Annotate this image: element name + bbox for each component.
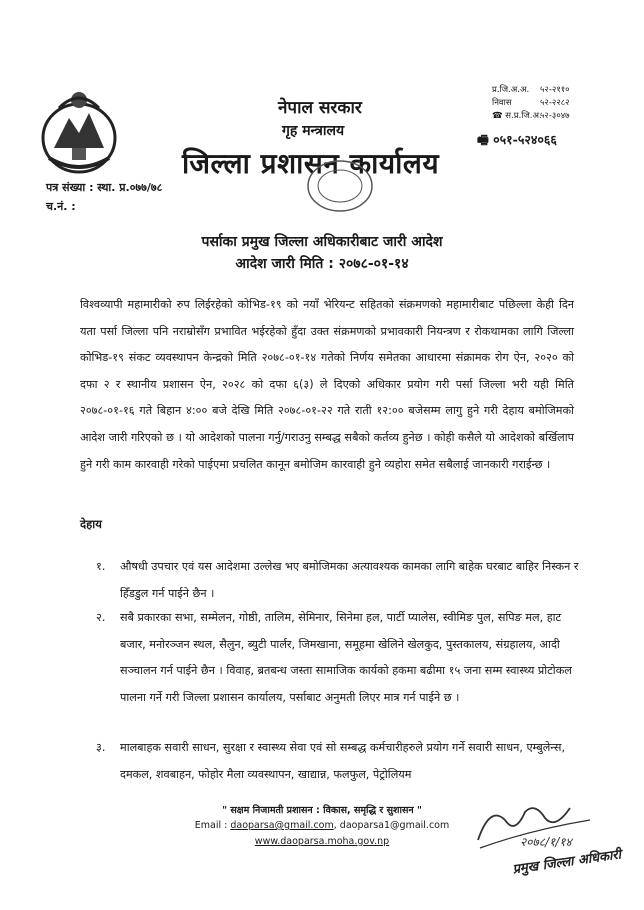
email-label: Email : (194, 820, 228, 831)
email-link[interactable]: daoparsa@gmail.com (230, 820, 334, 831)
contact-value: ५२-२११० (540, 85, 570, 95)
list-item (96, 605, 586, 711)
item-text: सबै प्रकारका सभा, सम्मेलन, गोष्ठी, तालिम, सेमिनार, सिनेमा हल, पार्टी प्यालेस, स्वीमिङ पुल, सपिङ मल, हाट बजार, मनोरञ्जन स्थल, सैलुन, ब्युटी पार्लर, जिमखाना, समूहमा खेलिने खेलकुद, पुस्तकालय, संग्रहालय, आदी सञ्चालन गर्न पाईने छैन । विवाह, ब्रतबन्ध जस्ता सामाजिक कार्यको हकमा बढीमा १५ जना सम्म स्वास्थ्य प्रोटोकल पालना गर्ने गरी जिल्ला प्रशासन कार्यालय, पर्साबाट अनुमती लिएर मात्र गर्न पाईने छ । (120, 611, 572, 704)
item-text: औषधी उपचार एवं यस आदेशमा उल्लेख भए बमोजिमका अत्यावश्यक कामका लागि बाहेक घरबाट बाहिर निस्कन र हिँडडुल गर्न पाईने छैन । (120, 560, 579, 600)
contact-row (492, 97, 622, 110)
ministry-name: गृह मन्त्रालय (282, 123, 345, 139)
item-text: मालबाहक सवारी साधन, सुरक्षा र स्वास्थ्य सेवा एवं सो सम्बद्ध कर्मचारीहरुले प्रयोग गर्ने सवारी साधन, एम्बुलेन्स, दमकल, शवबाहन, फोहोर मैला व्यवस्थापन, खाद्यान्न, फलफुल, पेट्रोलियम (120, 741, 566, 781)
item-number: २. (96, 611, 106, 624)
list-item (96, 554, 586, 607)
signature-icon (470, 800, 600, 855)
contact-value: ५२-२२८२ (540, 98, 570, 108)
fax-number (477, 131, 557, 152)
contact-value: ५२-३०४७ (540, 111, 570, 121)
letter-number: पत्र संख्या : स्था. प्र.०७७/७८ (46, 181, 163, 194)
nepal-emblem-icon (34, 88, 124, 178)
website-link[interactable]: www.daoparsa.moha.gov.np (254, 836, 390, 847)
office-stamp-icon (305, 158, 375, 214)
phone-icon: ☎ स.प्र.जि.अ. (492, 111, 542, 121)
office-motto: " सक्षम निजामती प्रशासन : विकास, समृद्धि र सुशासन " (222, 805, 422, 816)
fax-value: ०५१-५२४०६६ (493, 132, 557, 147)
contact-numbers (492, 84, 622, 123)
office-name: जिल्ला प्रशासन कार्यालय (182, 147, 440, 180)
designation: प्रमुख जिल्ला अधिकारी (511, 847, 622, 878)
signature-date: २०७८/१/१४ (520, 835, 572, 849)
contact-row (492, 110, 622, 123)
contact-row (492, 84, 622, 97)
contact-label: प्र.जि.अ.अ. (492, 85, 530, 95)
item-number: ३. (96, 741, 106, 754)
list-item (96, 735, 586, 788)
email-link[interactable]: daoparsa1@gmail.com (339, 820, 450, 831)
notice-date: आदेश जारी मिति : २०७८-०१-१४ (235, 256, 409, 272)
notice-body: विश्वव्यापी महामारीको रुप लिईरहेको कोभिड-१९ को नयाँ भेरियन्ट सहितको संक्रमणको महामारीबाट पछिल्ला केही दिन यता पर्सा जिल्ला पनि नराम्रोसँग प्रभावित भईरहेको हुँदा उक्त संक्रमणको प्रभावकारी नियन्त्रण र रोकथामका लागि जिल्ला कोभिड-१९ संकट व्यवस्थापन केन्द्रको मिति २०७८-०१-१४ गतेको निर्णय समेतका आधारमा संक्रामक रोग ऐन, २०२० को दफा २ र स्थानीय प्रशासन ऐन, २०२८ को दफा ६(३) ले दिएको अधिकार प्रयोग गरी पर्सा जिल्ला भरी यही मिति २०७८-०१-१६ गते बिहान ४:०० बजे देखि मिति २०७८-०१-२२ गते राती १२:०० बजेसम्म लागु हुने गरी देहाय बमोजिमको आदेश जारी गरिएको छ । यो आदेशको पालना गर्नु/गराउनु सम्बद्ध सबैको कर्तव्य हुनेछ । कोही कसैले यो आदेशको बर्खिलाप हुने गरी काम कारवाही गरेको पाईएमा प्रचलित कानून बमोजिम कारवाही हुने व्यहोरा समेत सबैलाई जानकारी गराईन्छ । (80, 298, 574, 471)
list-heading: देहाय (80, 517, 102, 531)
contact-label: स.प्र.जि.अ. (505, 111, 542, 121)
item-number: १. (96, 560, 106, 573)
email-separator: , (333, 820, 340, 831)
notice-title: पर्साका प्रमुख जिल्ला अधिकारीबाट जारी आदेश (201, 234, 443, 250)
dispatch-number: च.नं. : (46, 200, 76, 213)
contact-label: निवास (492, 98, 512, 108)
government-name: नेपाल सरकार (278, 98, 362, 118)
fax-icon: 🖷 (477, 132, 494, 147)
